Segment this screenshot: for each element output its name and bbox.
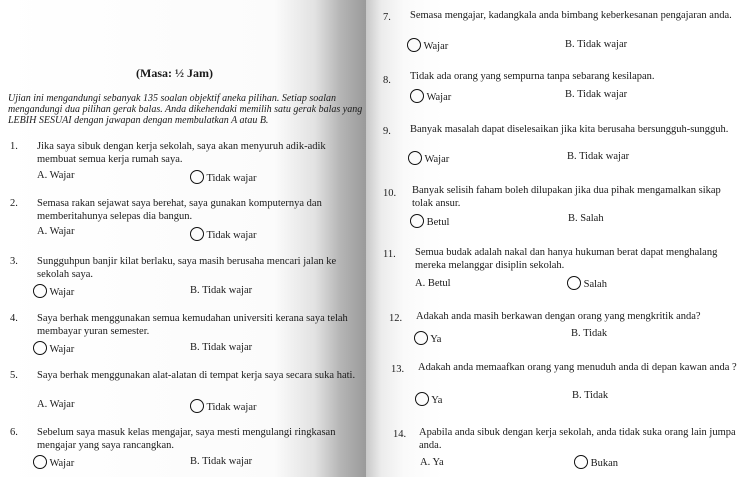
option-a-circled[interactable]: Wajar — [33, 341, 74, 355]
answer-circle — [410, 89, 424, 103]
question-number: 8. — [383, 75, 391, 86]
option-a-circled[interactable]: Ya — [414, 331, 441, 345]
answer-circle — [574, 455, 588, 469]
question-number: 12. — [389, 313, 403, 324]
option-a[interactable]: A. Wajar — [37, 399, 75, 410]
answer-circle — [33, 455, 47, 469]
question-text: Semasa rakan sejawat saya berehat, saya gunakan komputernya dan memberitahunya selepas dia bangun. — [37, 198, 322, 222]
option-b[interactable]: B. Tidak wajar — [190, 285, 253, 296]
question-text: Semua budak adalah nakal dan hanya hukuman berat dapat menghalang mereka melanggar disiplin sekolah. — [415, 247, 718, 271]
answer-circle — [190, 227, 204, 241]
option-a-circled[interactable]: Ya — [415, 392, 442, 406]
question-number: 2. — [10, 198, 18, 209]
answer-circle — [33, 284, 47, 298]
option-b-circled[interactable]: Bukan — [574, 455, 618, 469]
time-title: (Masa: ½ Jam) — [136, 66, 213, 80]
question-text: Adakah anda memaafkan orang yang menuduh anda di depan kawan anda ? — [418, 362, 737, 373]
option-b[interactable]: B. Tidak wajar — [190, 456, 253, 467]
option-a[interactable]: A. Betul — [415, 278, 451, 289]
question-number: 3. — [10, 256, 18, 267]
question-text: Adakah anda masih berkawan dengan orang yang mengkritik anda? — [416, 311, 701, 322]
answer-circle — [415, 392, 429, 406]
option-b[interactable]: B. Tidak wajar — [565, 39, 628, 50]
question-text: Sebelum saya masuk kelas mengajar, saya mesti mengulangi ringkasan mengajar yang saya rancangkan. — [37, 427, 336, 451]
question-text: Banyak masalah dapat diselesaikan jika kita berusaha bersungguh-sungguh. — [410, 124, 729, 135]
question-number: 11. — [383, 249, 396, 260]
option-a-circled[interactable]: Wajar — [33, 284, 74, 298]
question-number: 10. — [383, 188, 397, 199]
instructions: Ujian ini mengandungi sebanyak 135 soalan objektif aneka pilihan. Setiap soalan mengandungi dua pilihan gerak balas. Anda dikehendaki memilih satu gerak balas yang LEBIH SESUAI dengan jawapan dengan membulatkan A atau B. — [8, 93, 363, 126]
option-b[interactable]: B. Tidak wajar — [567, 151, 630, 162]
question-number: 4. — [10, 313, 18, 324]
question-text: Apabila anda sibuk dengan kerja sekolah, anda tidak suka orang lain jumpa anda. — [419, 427, 736, 451]
option-a[interactable]: A. Wajar — [37, 170, 75, 181]
option-a[interactable]: A. Wajar — [37, 226, 75, 237]
answer-circle — [190, 170, 204, 184]
question-text: Semasa mengajar, kadangkala anda bimbang keberkesanan pengajaran anda. — [410, 10, 732, 21]
option-b-circled[interactable]: Tidak wajar — [190, 170, 257, 184]
option-a-circled[interactable]: Wajar — [33, 455, 74, 469]
answer-circle — [190, 399, 204, 413]
question-text: Banyak selisih faham boleh dilupakan jika dua pihak mengamalkan sikap tolak ansur. — [412, 185, 721, 209]
question-number: 7. — [383, 12, 391, 23]
answer-circle — [33, 341, 47, 355]
option-a-circled[interactable]: Wajar — [407, 38, 448, 52]
question-number: 5. — [10, 370, 18, 381]
option-b-circled[interactable]: Salah — [567, 276, 607, 290]
option-b[interactable]: B. Salah — [568, 213, 604, 224]
question-number: 9. — [383, 126, 391, 137]
answer-circle — [407, 38, 421, 52]
question-number: 13. — [391, 364, 405, 375]
question-number: 14. — [393, 429, 407, 440]
question-text: Jika saya sibuk dengan kerja sekolah, saya akan menyuruh adik-adik membuat semua kerja rumah saya. — [37, 141, 326, 165]
option-b-circled[interactable]: Tidak wajar — [190, 227, 257, 241]
option-b[interactable]: B. Tidak — [571, 328, 608, 339]
left-page — [0, 0, 366, 477]
option-b[interactable]: B. Tidak wajar — [190, 342, 253, 353]
option-b-circled[interactable]: Tidak wajar — [190, 399, 257, 413]
option-a-circled[interactable]: Betul — [410, 214, 449, 228]
answer-circle — [408, 151, 422, 165]
right-page — [366, 0, 747, 477]
option-b[interactable]: B. Tidak wajar — [565, 89, 628, 100]
question-text: Saya berhak menggunakan semua kemudahan universiti kerana saya telah membayar yuran semester. — [37, 313, 348, 337]
option-a-circled[interactable]: Wajar — [410, 89, 451, 103]
question-text: Sungguhpun banjir kilat berlaku, saya masih berusaha mencari jalan ke sekolah saya. — [37, 256, 337, 280]
question-number: 1. — [10, 141, 18, 152]
question-number: 6. — [10, 427, 18, 438]
question-text: Tidak ada orang yang sempurna tanpa sebarang kesilapan. — [410, 71, 655, 82]
answer-circle — [410, 214, 424, 228]
answer-circle — [414, 331, 428, 345]
option-a[interactable]: A. Ya — [420, 457, 444, 468]
question-text: Saya berhak menggunakan alat-alatan di tempat kerja saya secara suka hati. — [37, 370, 356, 381]
answer-circle — [567, 276, 581, 290]
option-a-circled[interactable]: Wajar — [408, 151, 449, 165]
option-b[interactable]: B. Tidak — [572, 390, 609, 401]
